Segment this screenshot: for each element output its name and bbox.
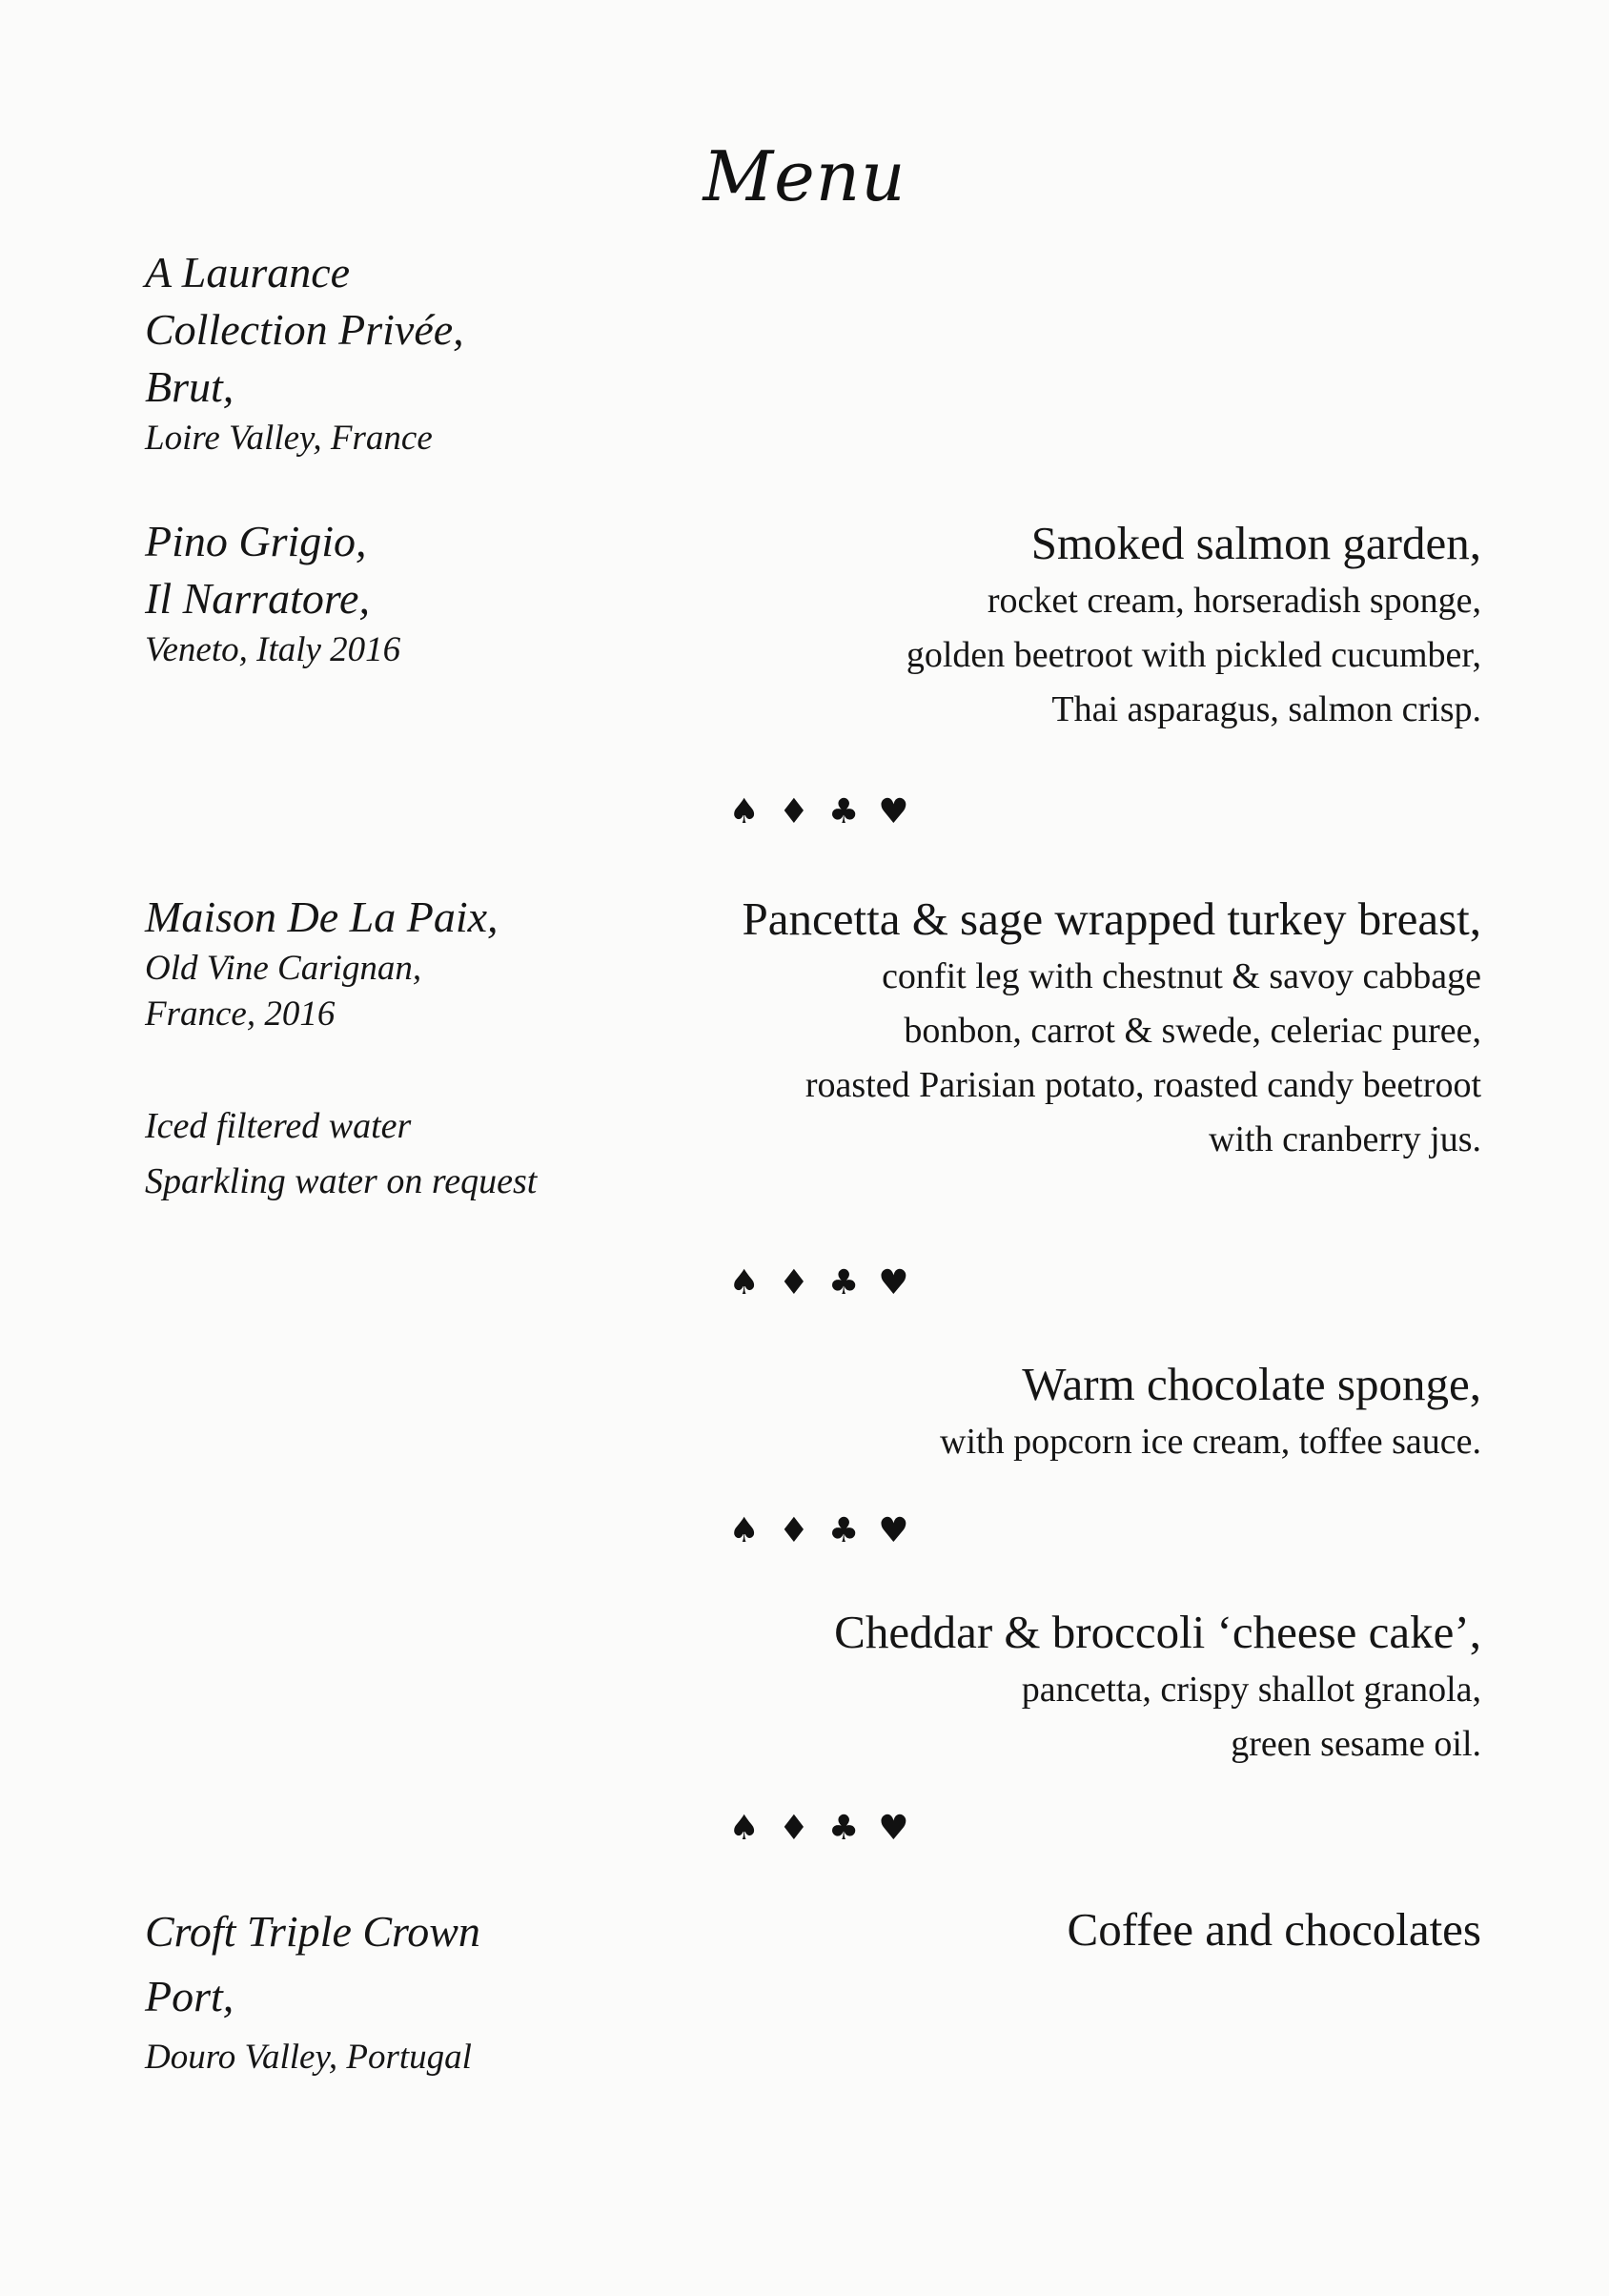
course-coffee: [528, 1899, 1481, 1960]
wine-line: A Laurance: [145, 248, 351, 297]
wine-line: Maison De La Paix,: [145, 892, 499, 941]
course-description-line: confit leg with chestnut & savoy cabbage: [882, 956, 1481, 996]
course-description-line: roasted Parisian potato, roasted candy beetroot: [804, 1065, 1481, 1105]
course-description-line: rocket cream, horseradish sponge,: [987, 581, 1481, 621]
course-starter: [528, 513, 1481, 737]
wine-region: Veneto, Italy 2016: [145, 630, 401, 669]
course-description-line: bonbon, carrot & swede, celeriac puree,: [904, 1011, 1481, 1051]
suit-separator: ♠♦♣♥: [728, 1263, 928, 1302]
water-line: Sparkling water on request: [145, 1161, 538, 1201]
wine-detail: Old Vine Carignan,: [145, 949, 422, 988]
wine-region: Douro Valley, Portugal: [145, 2038, 472, 2077]
wine-line: Croft Triple Crown: [145, 1907, 480, 1956]
wine-line: Port,: [145, 1972, 234, 2020]
course-dessert: [528, 1354, 1481, 1469]
wine-line: Il Narratore,: [145, 574, 370, 623]
suit-separator: ♠♦♣♥: [728, 1809, 928, 1848]
wine-region: Loire Valley, France: [145, 419, 433, 458]
course-description-line: with cranberry jus.: [1209, 1119, 1481, 1159]
water-info: [145, 1098, 717, 1209]
course-heading: Cheddar & broccoli ‘cheese cake’,: [834, 1606, 1481, 1658]
wine-line: Brut,: [145, 362, 234, 411]
course-heading: Smoked salmon garden,: [1030, 517, 1481, 569]
wine-line: Collection Privée,: [145, 305, 464, 354]
page-title: Menu: [703, 136, 906, 216]
suit-separator: ♠♦♣♥: [728, 1511, 928, 1550]
course-heading: Pancetta & sage wrapped turkey breast,: [742, 892, 1481, 945]
course-cheese: [528, 1602, 1481, 1772]
course-description-line: Thai asparagus, salmon crisp.: [1051, 689, 1481, 729]
course-description-line: with popcorn ice cream, toffee sauce.: [940, 1422, 1481, 1462]
course-description-line: green sesame oil.: [1231, 1724, 1481, 1764]
course-description-line: golden beetroot with pickled cucumber,: [906, 635, 1481, 675]
wine-line: Pino Grigio,: [145, 517, 367, 565]
course-heading: Warm chocolate sponge,: [1022, 1358, 1481, 1410]
wine-champagne: [145, 244, 641, 461]
water-line: Iced filtered water: [145, 1106, 412, 1146]
course-heading: Coffee and chocolates: [1067, 1903, 1481, 1956]
suit-separator: ♠♦♣♥: [728, 792, 928, 831]
wine-detail: France, 2016: [145, 994, 336, 1034]
course-description-line: pancetta, crispy shallot granola,: [1021, 1670, 1481, 1710]
